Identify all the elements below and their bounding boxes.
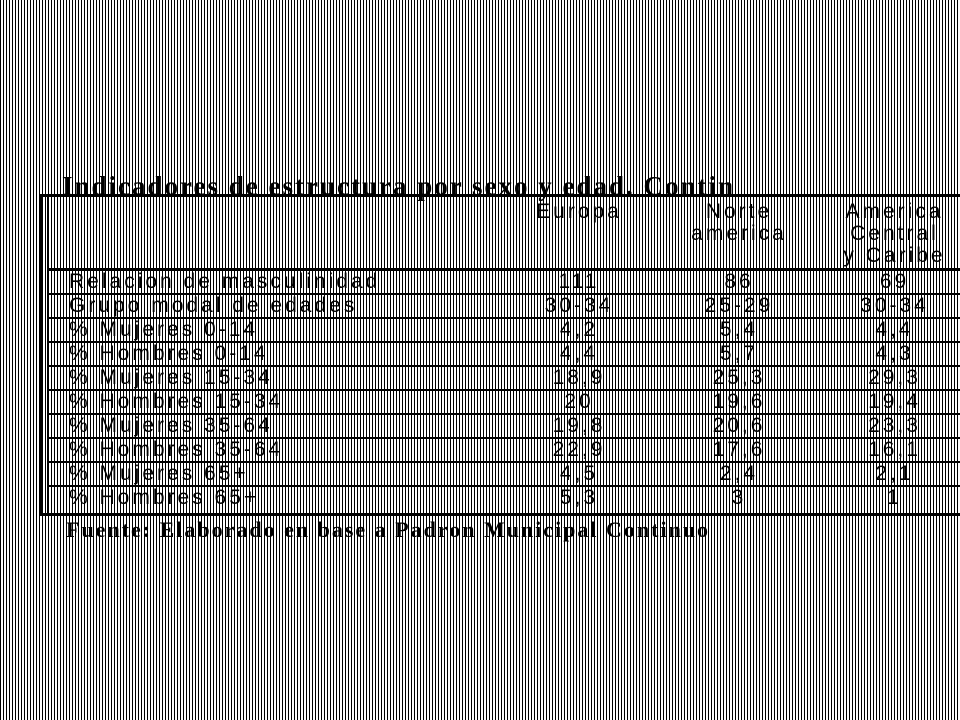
cell-america-central: 4,4 [824, 318, 960, 342]
cell-america-central: 16,1 [824, 438, 960, 462]
row-label: % Mujeres 0-14 [49, 318, 504, 342]
column-header-america-central [824, 199, 960, 270]
cell-norteamerica: 17,6 [654, 438, 824, 462]
column-header-line: y Caribe [843, 244, 946, 267]
cell-norteamerica: 19,6 [654, 390, 824, 414]
cell-europa: 4,5 [504, 462, 654, 486]
cell-america-central: 30-34 [824, 294, 960, 318]
cell-america-central: 1 [887, 486, 902, 509]
row-label: % Hombres 0-14 [49, 342, 504, 366]
table-row [49, 486, 960, 509]
table-row [49, 414, 960, 438]
cell-europa: 19,8 [504, 414, 654, 438]
row-label: % Hombres 15-34 [49, 390, 504, 414]
cell-europa: 111 [504, 270, 654, 295]
column-header-norteamerica [654, 199, 824, 270]
table-row [49, 342, 960, 366]
cell-europa: 4,4 [504, 342, 654, 366]
table-row [49, 462, 960, 486]
table-row [49, 390, 960, 414]
cell-norteamerica: 5,7 [654, 342, 824, 366]
table-row [49, 318, 960, 342]
row-label: % Mujeres 65+ [49, 462, 504, 486]
cell-norteamerica: 2,4 [654, 462, 824, 486]
cell-norteamerica: 3 [731, 486, 747, 509]
cell-europa: 22,9 [504, 438, 654, 462]
data-table [49, 199, 960, 509]
row-label: Grupo modal de edades [49, 294, 504, 318]
cell-norteamerica: 20,6 [654, 414, 824, 438]
table-row [49, 294, 960, 318]
cell-norteamerica: 25-29 [654, 294, 824, 318]
row-label: % Hombres 65+ [69, 486, 260, 509]
column-header-line: Europa [536, 200, 622, 223]
cell-europa: 5,3 [559, 486, 599, 509]
table-row [49, 438, 960, 462]
cell-europa: 30-34 [504, 294, 654, 318]
row-label: % Mujeres 35-64 [49, 414, 504, 438]
source-note: Fuente: Elaborado en base a Padron Municipal Continuo [66, 517, 711, 542]
cell-europa: 4,2 [504, 318, 654, 342]
column-header-europa [504, 199, 654, 270]
column-header-line: Central [850, 222, 939, 245]
cell-europa: 18,9 [504, 366, 654, 390]
table-row [49, 366, 960, 390]
page-title: Indicadores de estructura por sexo y edad. Contin [62, 171, 736, 201]
column-header-line: America [845, 200, 944, 223]
cell-norteamerica: 25,3 [654, 366, 824, 390]
cell-america-central: 23,3 [824, 414, 960, 438]
row-label: Relacion de masculinidad [49, 270, 504, 295]
cell-norteamerica: 86 [654, 270, 824, 295]
cell-europa: 20 [504, 390, 654, 414]
cell-america-central: 69 [824, 270, 960, 295]
cell-america-central: 29,3 [824, 366, 960, 390]
table-frame [40, 194, 960, 516]
header-corner-cell [49, 199, 504, 270]
row-label: % Mujeres 15-34 [49, 366, 504, 390]
cell-america-central: 4,3 [824, 342, 960, 366]
table-header-row [49, 199, 960, 270]
cell-norteamerica: 5,4 [654, 318, 824, 342]
row-label: % Hombres 35-64 [49, 438, 504, 462]
column-header-line: Norte [705, 200, 773, 223]
cell-america-central: 2,1 [824, 462, 960, 486]
table-row [49, 270, 960, 295]
cell-america-central: 19,4 [824, 390, 960, 414]
column-header-line: america [691, 222, 787, 245]
